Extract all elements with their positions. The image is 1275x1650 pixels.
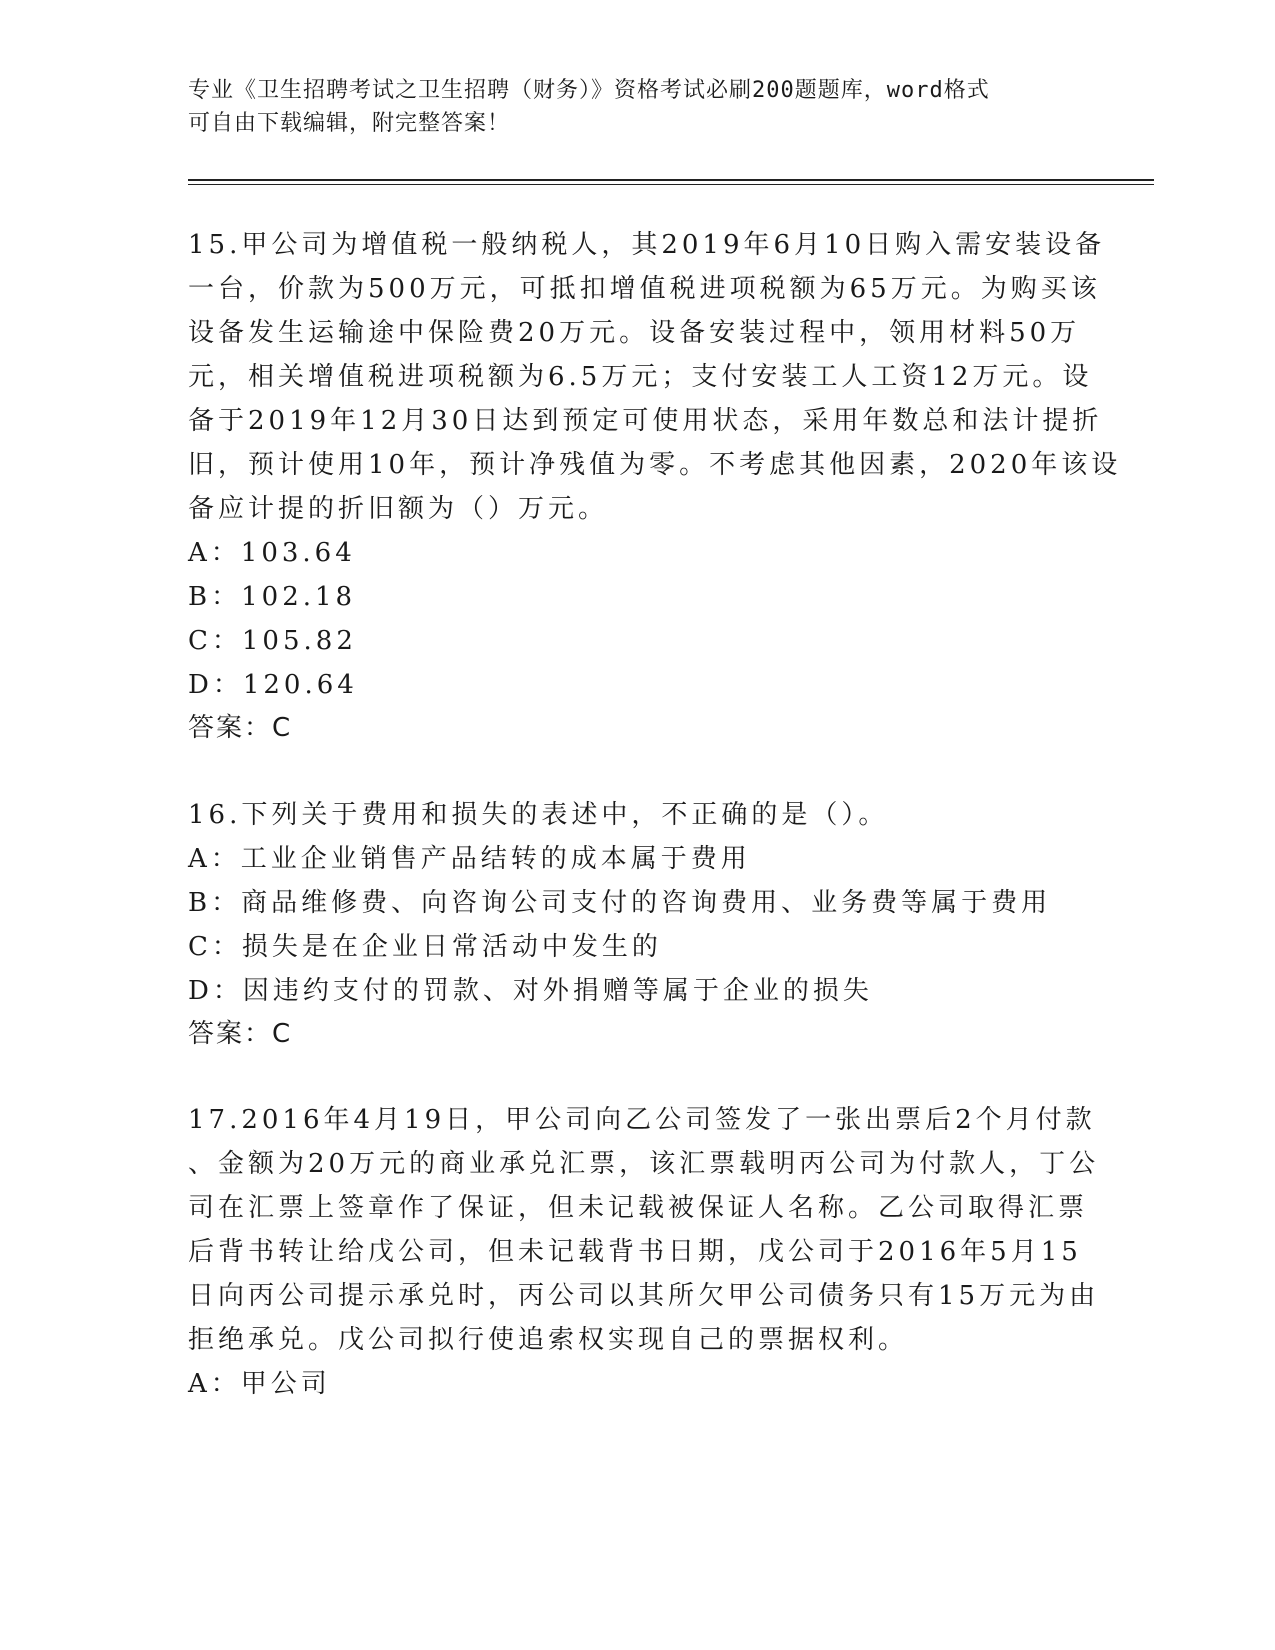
q15-stem-line-4: 元，相关增值税进项税额为6.5万元；支付安装工人工资12万元。设 bbox=[188, 362, 1093, 392]
q15-stem-line-5: 备于2019年12月30日达到预定可使用状态，采用年数总和法计提折 bbox=[188, 406, 1103, 436]
header-divider-thin bbox=[188, 184, 1154, 185]
q15-option-c: C：105.82 bbox=[188, 626, 357, 656]
q16-answer: 答案：C bbox=[188, 1019, 293, 1049]
q16-option-c: C：损失是在企业日常活动中发生的 bbox=[188, 932, 662, 962]
q17-stem-line-1: 17.2016年4月19日，甲公司向乙公司签发了一张出票后2个月付款 bbox=[188, 1105, 1096, 1135]
q15-stem-line-1: 15.甲公司为增值税一般纳税人，其2019年6月10日购入需安装设备 bbox=[188, 230, 1106, 260]
header-divider-thick bbox=[188, 179, 1154, 181]
q16-option-a: A：工业企业销售产品结转的成本属于费用 bbox=[188, 844, 751, 874]
q15-answer: 答案：C bbox=[188, 713, 293, 743]
header-line-1: 专业《卫生招聘考试之卫生招聘（财务）》资格考试必刷200题题库，word格式 bbox=[188, 78, 990, 103]
q16-option-d: D：因违约支付的罚款、对外捐赠等属于企业的损失 bbox=[188, 976, 873, 1006]
q17-stem-line-3: 司在汇票上签章作了保证，但未记载被保证人名称。乙公司取得汇票 bbox=[188, 1193, 1089, 1223]
q16-stem-line-1: 16.下列关于费用和损失的表述中，不正确的是（）。 bbox=[188, 800, 889, 830]
q15-option-d: D：120.64 bbox=[188, 670, 358, 700]
q15-stem-line-2: 一台，价款为500万元，可抵扣增值税进项税额为65万元。为购买该 bbox=[188, 274, 1101, 304]
q15-option-a: A：103.64 bbox=[188, 538, 356, 568]
q15-stem-line-3: 设备发生运输途中保险费20万元。设备安装过程中，领用材料50万 bbox=[188, 318, 1081, 348]
q16-option-b: B：商品维修费、向咨询公司支付的咨询费用、业务费等属于费用 bbox=[188, 888, 1052, 918]
q17-option-a: A：甲公司 bbox=[188, 1369, 331, 1399]
q17-stem-line-5: 日向丙公司提示承兑时，丙公司以其所欠甲公司债务只有15万元为由 bbox=[188, 1281, 1100, 1311]
q15-option-b: B：102.18 bbox=[188, 582, 357, 612]
q15-stem-line-6: 旧，预计使用10年，预计净残值为零。不考虑其他因素，2020年该设 bbox=[188, 450, 1122, 480]
q15-stem-line-7: 备应计提的折旧额为（）万元。 bbox=[188, 494, 609, 524]
document-header bbox=[188, 74, 1068, 140]
q17-stem-line-2: 、金额为20万元的商业承兑汇票，该汇票载明丙公司为付款人，丁公 bbox=[188, 1149, 1100, 1179]
q17-stem-line-6: 拒绝承兑。戊公司拟行使追索权实现自己的票据权利。 bbox=[188, 1325, 909, 1355]
header-line-2: 可自由下载编辑，附完整答案！ bbox=[188, 111, 511, 136]
q17-stem-line-4: 后背书转让给戊公司，但未记载背书日期，戊公司于2016年5月15 bbox=[188, 1237, 1082, 1267]
